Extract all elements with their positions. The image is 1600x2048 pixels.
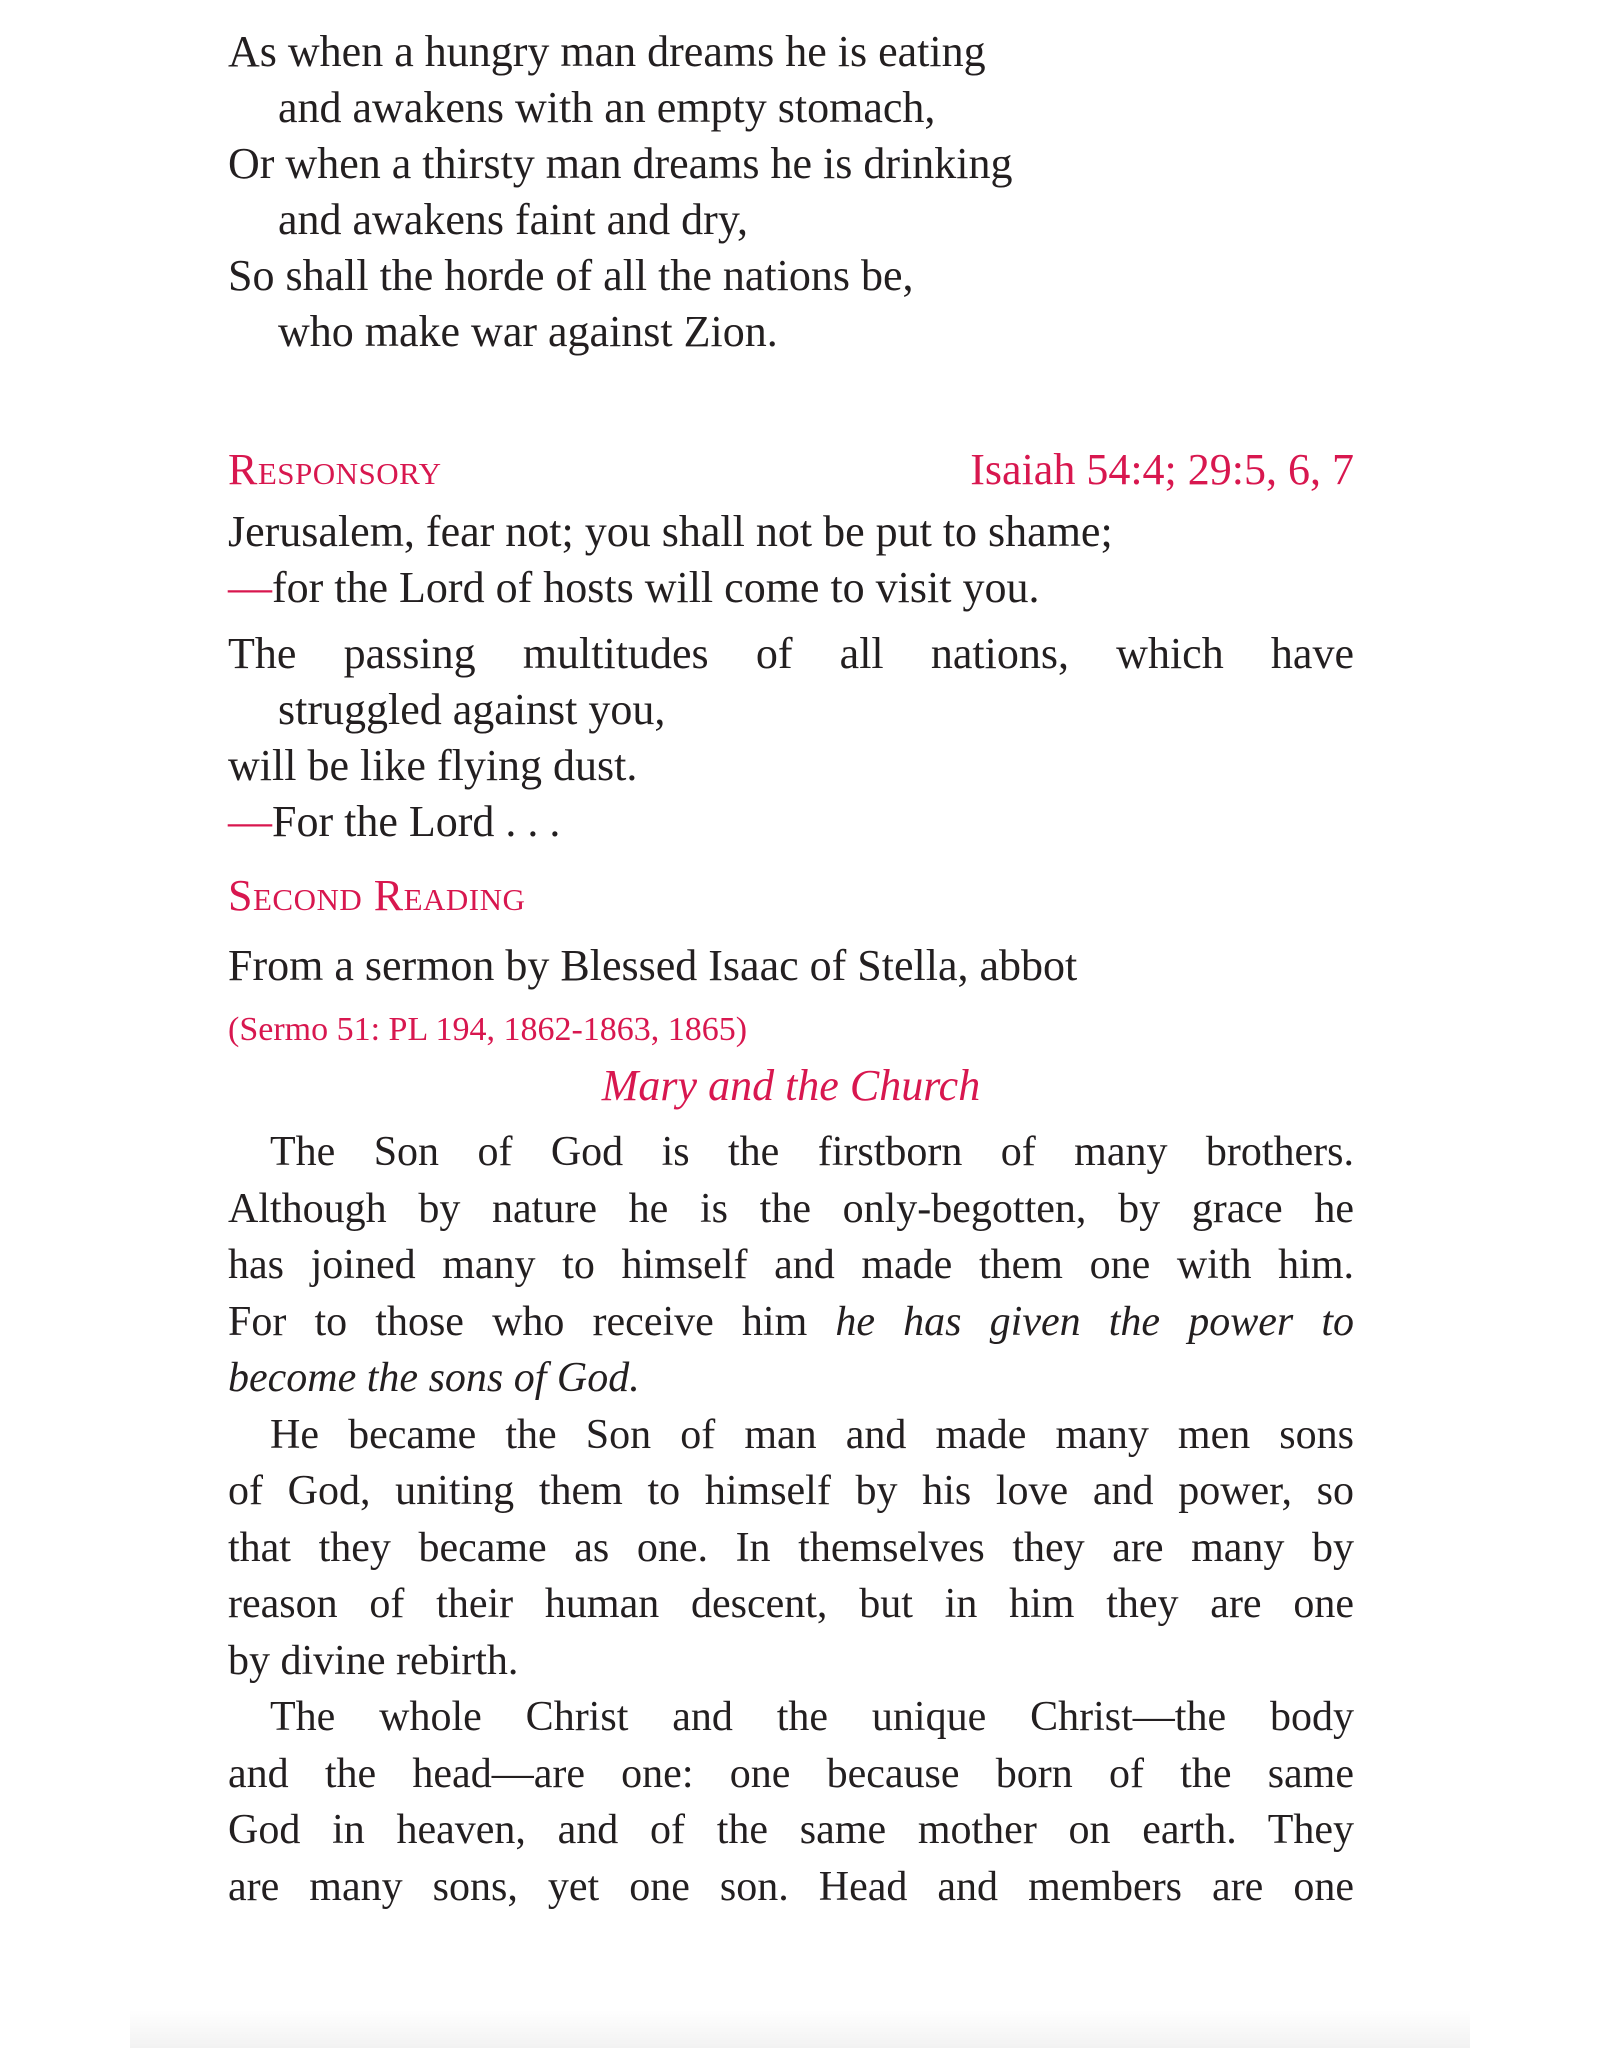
- paragraph-line: by divine rebirth.: [228, 1637, 519, 1684]
- reading-paragraph: [228, 1689, 1354, 1915]
- poem-line: and awakens faint and dry,: [278, 195, 748, 244]
- reading-paragraph: [228, 1124, 1354, 1407]
- page-bottom-shadow: [130, 2010, 1470, 2048]
- poem-line: As when a hungry man dreams he is eating: [228, 27, 986, 76]
- responsory-heading: Responsory: [228, 445, 442, 494]
- reading-citation: (Sermo 51: PL 194, 1862-1863, 1865): [228, 1011, 748, 1048]
- second-reading-heading: Second Reading: [228, 871, 526, 920]
- poem-stanza: [228, 24, 1354, 360]
- paragraph-line: The whole Christ and the unique Christ—the body: [270, 1694, 1354, 1740]
- paragraph-line: Although by nature he is the only-begotten, by grace he: [228, 1185, 1354, 1232]
- responsory-verse: Jerusalem, fear not; you shall not be put to shame;: [228, 507, 1113, 556]
- poem-line: who make war against Zion.: [278, 307, 778, 356]
- responsory-verse: struggled against you,: [278, 685, 666, 734]
- paragraph-line: become the sons of God.: [228, 1355, 640, 1401]
- responsory-verse: will be like flying dust.: [228, 741, 638, 790]
- responsory-header: [228, 442, 1354, 498]
- responsory-response: —for the Lord of hosts will come to visit you.: [228, 560, 1354, 616]
- paragraph-line: and the head—are one: one because born of the same: [228, 1750, 1354, 1797]
- responsory-reference: Isaiah 54:4; 29:5, 6, 7: [970, 445, 1354, 494]
- paragraph-line: He became the Son of man and made many men sons: [270, 1411, 1354, 1458]
- responsory-response: —For the Lord . . .: [228, 794, 1354, 850]
- paragraph-line: of God, uniting them to himself by his love and power, so: [228, 1468, 1354, 1514]
- reading-source: From a sermon by Blessed Isaac of Stella, abbot: [228, 941, 1078, 990]
- paragraph-line: God in heaven, and of the same mother on earth. They: [228, 1807, 1354, 1853]
- paragraph-line: The Son of God is the firstborn of many brothers.: [270, 1129, 1354, 1175]
- paragraph-line: has joined many to himself and made them one with him.: [228, 1242, 1354, 1288]
- paragraph-line: reason of their human descent, but in him they are one: [228, 1581, 1354, 1627]
- paragraph-line: are many sons, yet one son. Head and members are one: [228, 1863, 1354, 1910]
- reading-paragraph: [228, 1407, 1354, 1690]
- reading-title: Mary and the Church: [601, 1061, 981, 1110]
- responsory-body: [228, 504, 1354, 850]
- poem-line: So shall the horde of all the nations be,: [228, 251, 914, 300]
- response-dash: —: [228, 563, 272, 612]
- poem-line: and awakens with an empty stomach,: [278, 83, 936, 132]
- response-dash: —: [228, 797, 272, 846]
- paragraph-line: that they became as one. In themselves they are many by: [228, 1524, 1354, 1571]
- poem-line: Or when a thirsty man dreams he is drinking: [228, 139, 1013, 188]
- breviary-page: [228, 24, 1354, 1915]
- responsory-verse: The passing multitudes of all nations, which have: [228, 629, 1354, 678]
- paragraph-line: For to those who receive him he has given the power to: [228, 1298, 1354, 1345]
